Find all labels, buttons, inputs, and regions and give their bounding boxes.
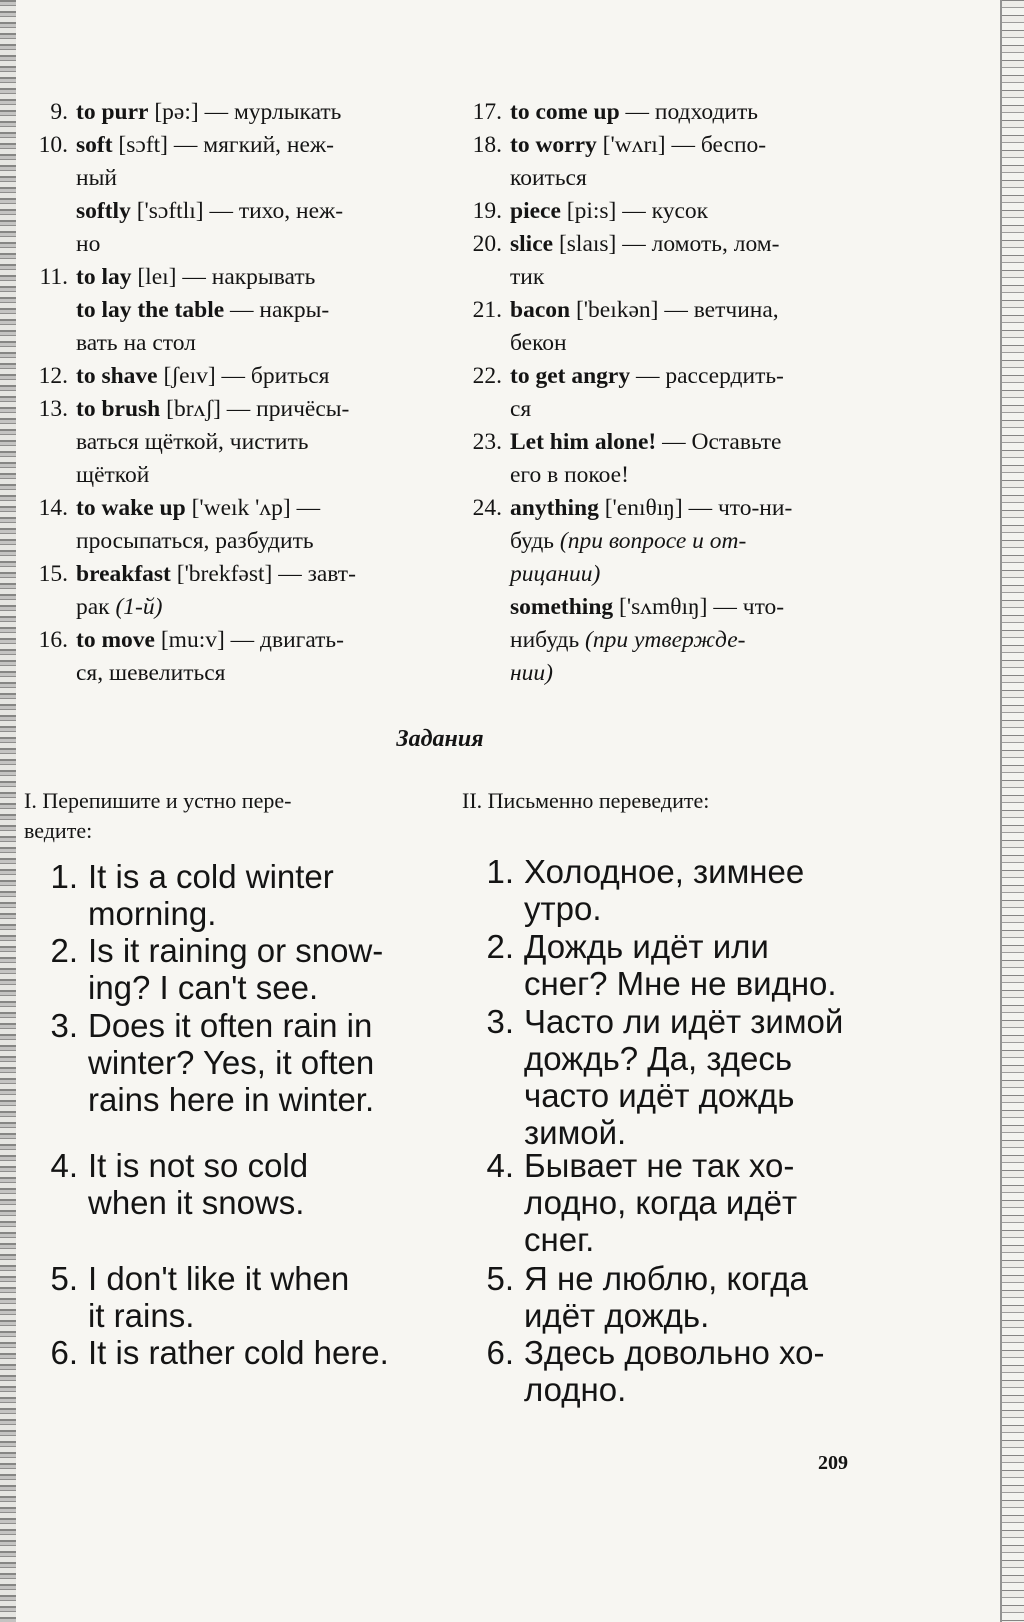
vocab-definition <box>510 129 862 195</box>
vocab-entry <box>18 96 414 129</box>
vocab-number: 9. <box>50 99 68 125</box>
vocab-entry <box>452 228 862 294</box>
exercise-number: 3. <box>50 1007 78 1044</box>
exercise-text: It is a cold winter morning. <box>88 858 334 932</box>
vocab-note: рицании) <box>510 561 601 587</box>
vocab-line <box>510 525 862 558</box>
vocab-number: 20. <box>472 231 502 257</box>
vocab-number: 10. <box>38 132 68 158</box>
vocab-text: просыпаться, разбудить <box>76 528 314 554</box>
vocab-text: тик <box>510 264 545 290</box>
scan-edge-right <box>1000 0 1024 1622</box>
vocab-definition <box>510 96 862 129</box>
exercise-item <box>462 1260 872 1334</box>
vocab-word: to purr <box>76 99 149 125</box>
vocab-word: something <box>510 594 614 620</box>
vocab-line <box>510 558 862 591</box>
vocab-line <box>76 96 414 129</box>
exercise-item <box>26 858 426 932</box>
vocab-note: (при утвержде- <box>585 627 746 653</box>
vocab-text: [mu:v] — двигать- <box>154 627 344 653</box>
exercise-text: Дождь идёт или снег? Мне не видно. <box>524 928 837 1002</box>
vocab-note: (при вопросе и от- <box>559 528 747 554</box>
vocab-number: 19. <box>472 198 502 224</box>
vocab-text: ['sʌmθıŋ] — что- <box>613 594 785 620</box>
vocab-text: — рассердить- <box>630 363 784 389</box>
vocab-line <box>76 195 414 228</box>
vocab-line <box>510 228 862 261</box>
vocab-line <box>510 261 862 294</box>
exercise-text: I don't like it when it rains. <box>88 1260 350 1334</box>
vocab-entry <box>18 393 414 492</box>
vocab-text: — накры- <box>224 297 330 323</box>
vocab-text: щёткой <box>76 462 150 488</box>
vocab-line <box>510 294 862 327</box>
exercise-item <box>462 1334 872 1408</box>
vocab-number: 24. <box>472 495 502 521</box>
vocab-number: 14. <box>38 495 68 521</box>
vocab-word: to move <box>76 627 155 653</box>
vocab-entry <box>18 558 414 624</box>
vocab-text: [ʃeıv] — бриться <box>157 363 330 389</box>
vocab-word: soft <box>76 132 113 158</box>
exercise-item <box>462 1003 872 1151</box>
vocab-line <box>510 624 862 657</box>
vocab-text: — подходить <box>619 99 758 125</box>
exercise-item <box>462 853 872 927</box>
exercise-text: It is not so cold when it snows. <box>88 1147 309 1221</box>
vocab-definition <box>76 96 414 129</box>
vocab-note: (1-й) <box>115 594 163 620</box>
vocab-definition <box>76 129 414 261</box>
exercise-text: Does it often rain in winter? Yes, it often rains here in winter. <box>88 1007 375 1118</box>
vocab-line <box>76 657 414 690</box>
vocab-number: 17. <box>472 99 502 125</box>
exercise-item <box>26 1007 426 1118</box>
vocab-line <box>76 294 414 327</box>
vocab-word: breakfast <box>76 561 171 587</box>
vocab-text: вать на стол <box>76 330 196 356</box>
exercise-number: 2. <box>486 928 514 965</box>
scan-edge-left <box>0 0 16 1622</box>
vocab-word: softly <box>76 198 131 224</box>
exercise-number: 6. <box>486 1334 514 1371</box>
vocab-text: ваться щёткой, чистить <box>76 429 309 455</box>
task2-heading: II. Письменно переведите: <box>462 788 710 813</box>
vocab-line <box>76 129 414 162</box>
vocab-word: piece <box>510 198 561 224</box>
vocab-number: 23. <box>472 429 502 455</box>
vocab-column-right <box>452 96 862 690</box>
vocab-line <box>510 195 862 228</box>
vocab-word: bacon <box>510 297 571 323</box>
vocab-text: [pə:] — мурлыкать <box>148 99 342 125</box>
exercise-text: Холодное, зимнее утро. <box>524 853 805 927</box>
vocab-line <box>76 393 414 426</box>
vocab-note: нии) <box>510 660 553 686</box>
vocab-entry <box>18 492 414 558</box>
vocab-entry <box>452 129 862 195</box>
vocab-line <box>76 261 414 294</box>
section-title: Задания <box>396 726 484 752</box>
vocab-definition <box>76 624 414 690</box>
vocab-text: — Оставьте <box>656 429 782 455</box>
vocab-number: 22. <box>472 363 502 389</box>
vocab-line <box>510 129 862 162</box>
vocab-text: ся <box>510 396 532 422</box>
vocab-definition <box>76 393 414 492</box>
vocab-line <box>510 657 862 690</box>
vocab-entry <box>452 426 862 492</box>
vocab-line <box>510 492 862 525</box>
vocab-entry <box>452 96 862 129</box>
vocab-number: 21. <box>472 297 502 323</box>
vocab-line <box>76 360 414 393</box>
vocab-text: [pi:s] — кусок <box>560 198 709 224</box>
vocab-line <box>510 591 862 624</box>
vocab-word: to shave <box>76 363 158 389</box>
vocab-definition <box>76 261 414 360</box>
vocab-word: to get angry <box>510 363 631 389</box>
vocab-word: to worry <box>510 132 597 158</box>
vocab-definition <box>76 360 414 393</box>
vocab-line <box>510 393 862 426</box>
vocab-text: ['brekfəst] — завт- <box>170 561 356 587</box>
exercise-number: 5. <box>486 1260 514 1297</box>
page-number: 209 <box>818 1452 848 1474</box>
vocab-entry <box>18 129 414 261</box>
vocab-entry <box>18 624 414 690</box>
vocab-line <box>510 426 862 459</box>
vocab-word: to come up <box>510 99 620 125</box>
vocab-text: ['beıkən] — ветчина, <box>570 297 779 323</box>
vocab-definition <box>510 492 862 690</box>
exercise-text: Is it raining or snow- ing? I can't see. <box>88 932 384 1006</box>
vocab-text: будь <box>510 528 560 554</box>
vocab-number: 15. <box>38 561 68 587</box>
exercise-item <box>462 928 872 1002</box>
exercise-number: 3. <box>486 1003 514 1040</box>
vocab-entry <box>452 294 862 360</box>
exercise-text: It is rather cold here. <box>88 1334 389 1371</box>
exercise-item <box>462 1147 872 1258</box>
vocab-line <box>76 228 414 261</box>
vocab-entry <box>452 360 862 426</box>
vocab-definition <box>76 558 414 624</box>
vocab-word: to brush <box>76 396 161 422</box>
exercise-item <box>26 1260 426 1334</box>
vocab-line <box>76 525 414 558</box>
vocab-definition <box>510 360 862 426</box>
vocab-text: [brʌʃ] — причёсы- <box>160 396 350 422</box>
vocab-line <box>76 624 414 657</box>
vocab-word: to lay the table <box>76 297 225 323</box>
exercise-item <box>26 1147 426 1221</box>
exercise-number: 1. <box>486 853 514 890</box>
vocab-text: но <box>76 231 101 257</box>
vocab-text: [sɔft] — мягкий, неж- <box>112 132 334 158</box>
task1-heading: I. Перепишите и устно пере- ведите: <box>24 788 292 843</box>
vocab-text: ['weık 'ʌp] — <box>185 495 321 521</box>
vocab-text: [slaıs] — ломоть, лом- <box>553 231 780 257</box>
vocab-text: рак <box>76 594 116 620</box>
vocab-text: ['sɔftlı] — тихо, неж- <box>130 198 344 224</box>
vocab-text: [leı] — накрывать <box>131 264 316 290</box>
vocab-line <box>510 162 862 195</box>
vocab-text: ['enıθıŋ] — что-ни- <box>598 495 793 521</box>
vocab-number: 13. <box>38 396 68 422</box>
vocab-word: slice <box>510 231 554 257</box>
vocab-line <box>510 360 862 393</box>
vocab-number: 12. <box>38 363 68 389</box>
vocab-line <box>76 459 414 492</box>
vocab-word: Let him alone! <box>510 429 657 455</box>
vocab-definition <box>510 294 862 360</box>
vocab-line <box>76 327 414 360</box>
exercise-number: 2. <box>50 932 78 969</box>
vocab-entry <box>18 261 414 360</box>
vocab-line <box>510 96 862 129</box>
vocab-number: 16. <box>38 627 68 653</box>
vocab-text: нибудь <box>510 627 586 653</box>
vocab-number: 18. <box>472 132 502 158</box>
vocab-word: to lay <box>76 264 132 290</box>
exercise-item <box>26 932 426 1006</box>
vocab-number: 11. <box>39 264 68 290</box>
vocab-line <box>76 558 414 591</box>
vocab-line <box>76 162 414 195</box>
exercise-number: 1. <box>50 858 78 895</box>
vocab-definition <box>76 492 414 558</box>
vocab-word: anything <box>510 495 599 521</box>
exercise-number: 5. <box>50 1260 78 1297</box>
vocab-line <box>76 426 414 459</box>
vocab-column-left <box>18 96 414 690</box>
vocab-definition <box>510 195 862 228</box>
vocab-line <box>76 591 414 624</box>
vocab-entry <box>452 195 862 228</box>
vocab-definition <box>510 426 862 492</box>
vocab-text: коиться <box>510 165 587 191</box>
exercise-text: Здесь довольно хо- лодно. <box>524 1334 825 1408</box>
exercise-number: 4. <box>486 1147 514 1184</box>
vocab-line <box>510 459 862 492</box>
vocab-text: ['wʌrı] — беспо- <box>596 132 767 158</box>
vocab-text: бекон <box>510 330 567 356</box>
vocab-entry <box>18 360 414 393</box>
vocab-text: ный <box>76 165 117 191</box>
vocab-entry <box>452 492 862 690</box>
vocab-definition <box>510 228 862 294</box>
exercise-text: Часто ли идёт зимой дождь? Да, здесь часто идёт дождь зимой. <box>524 1003 844 1151</box>
vocab-line <box>76 492 414 525</box>
exercise-item <box>26 1334 426 1371</box>
vocab-text: ся, шевелиться <box>76 660 226 686</box>
vocab-text: его в покое! <box>510 462 629 488</box>
exercise-number: 4. <box>50 1147 78 1184</box>
exercise-text: Бывает не так хо- лодно, когда идёт снег. <box>524 1147 798 1258</box>
exercise-text: Я не люблю, когда идёт дождь. <box>524 1260 808 1334</box>
exercise-number: 6. <box>50 1334 78 1371</box>
vocab-word: to wake up <box>76 495 186 521</box>
vocab-line <box>510 327 862 360</box>
